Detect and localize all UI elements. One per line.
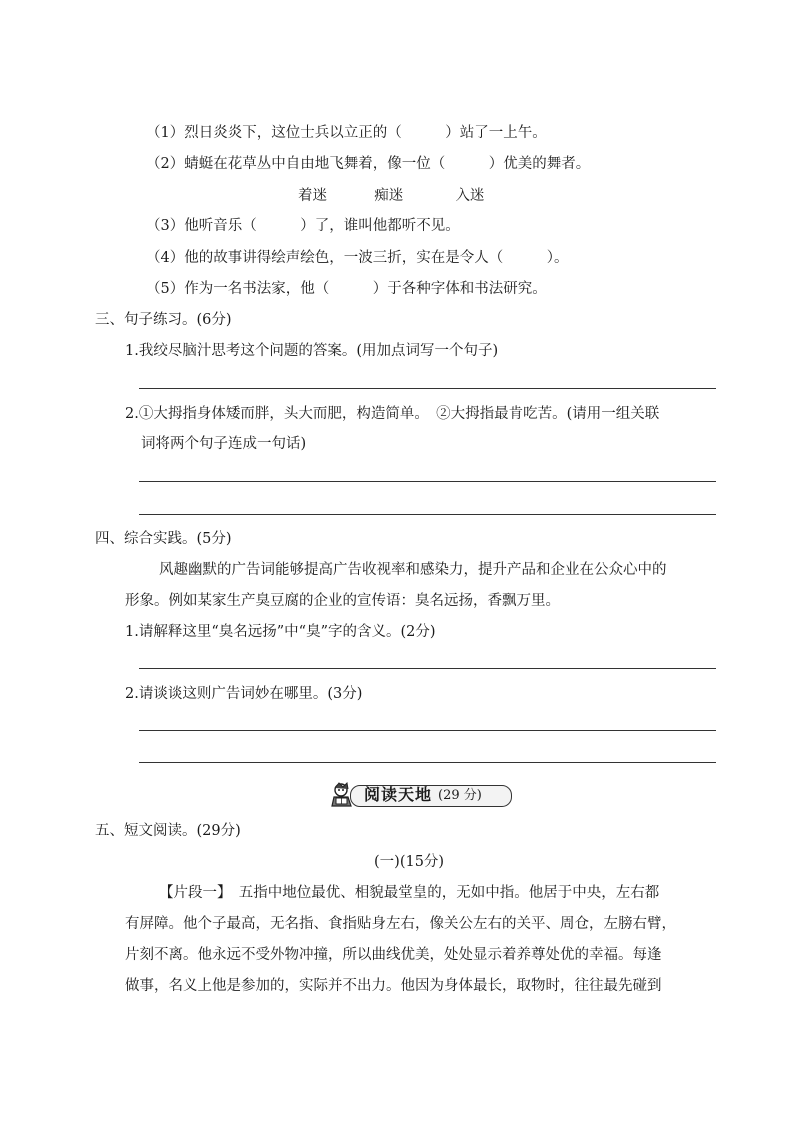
section-three-heading: 三、句子练习。(6分) — [95, 312, 232, 328]
answer-line[interactable] — [139, 730, 716, 731]
passage-line-3: 片刻不离。他永远不受外物冲撞，所以曲线优美，处处显示着养尊处优的幸福。每逢 — [125, 947, 662, 963]
answer-line[interactable] — [139, 762, 716, 763]
ad-paragraph-line-2: 形象。例如某家生产臭豆腐的企业的宣传语：臭名远扬，香飘万里。 — [125, 593, 560, 609]
passage-line-4: 做事，名义上他是参加的，实际并不出力。他因为身体最长，取物时，往往最先碰到 — [125, 978, 662, 994]
answer-line[interactable] — [139, 668, 716, 669]
option-word: 入迷 — [455, 188, 485, 204]
fill-item-2: （2）蜻蜓在花草丛中自由地飞舞着，像一位（ ）优美的舞者。 — [146, 156, 591, 172]
passage-line-2: 有屏障。他个子最高，无名指、食指贴身左右，像关公左右的关平、周仓，左膀右臂， — [125, 916, 676, 932]
sentence-question-2: 2.①大拇指身体矮而胖，头大而肥，构造简单。 ②大拇指最肯吃苦。(请用一组关联 — [125, 406, 660, 422]
section-four-heading: 四、综合实践。(5分) — [95, 531, 232, 547]
fill-item-5: （5）作为一名书法家，他（ ）于各种字体和书法研究。 — [146, 281, 547, 297]
fill-item-4: （4）他的故事讲得绘声绘色，一波三折，实在是令人（ ）。 — [146, 250, 569, 266]
option-word: 着迷 — [298, 188, 327, 204]
answer-line[interactable] — [139, 481, 716, 482]
passage-subheading: (一)(15分) — [374, 854, 445, 870]
answer-line[interactable] — [139, 514, 716, 515]
banner-score: (29 分) — [438, 788, 482, 803]
sentence-question-1: 1.我绞尽脑汁思考这个问题的答案。(用加点词写一个句子) — [125, 343, 499, 359]
section-five-heading: 五、短文阅读。(29分) — [95, 823, 241, 839]
reading-mascot-icon — [326, 781, 358, 809]
practice-question-2: 2.请谈谈这则广告词妙在哪里。(3分) — [125, 686, 363, 702]
reading-section-banner — [326, 781, 516, 809]
option-word: 痴迷 — [374, 188, 404, 204]
sentence-question-2-cont: 词将两个句子连成一句话) — [141, 436, 307, 452]
word-options — [298, 186, 484, 206]
answer-line[interactable] — [139, 388, 716, 389]
fill-item-1: （1）烈日炎炎下，这位士兵以立正的（ ）站了一上午。 — [146, 125, 547, 141]
ad-paragraph-line-1: 风趣幽默的广告词能够提高广告收视率和感染力，提升产品和企业在公众心中的 — [159, 562, 667, 578]
passage-line-1: 【片段一】 五指中地位最优、相貌最堂皇的，无如中指。他居于中央，左右都 — [159, 885, 660, 901]
practice-question-1: 1.请解释这里“臭名远扬”中“臭”字的含义。(2分) — [125, 624, 436, 640]
banner-title: 阅读天地 — [364, 785, 433, 804]
fill-item-3: （3）他听音乐（ ）了，谁叫他都听不见。 — [146, 218, 460, 234]
